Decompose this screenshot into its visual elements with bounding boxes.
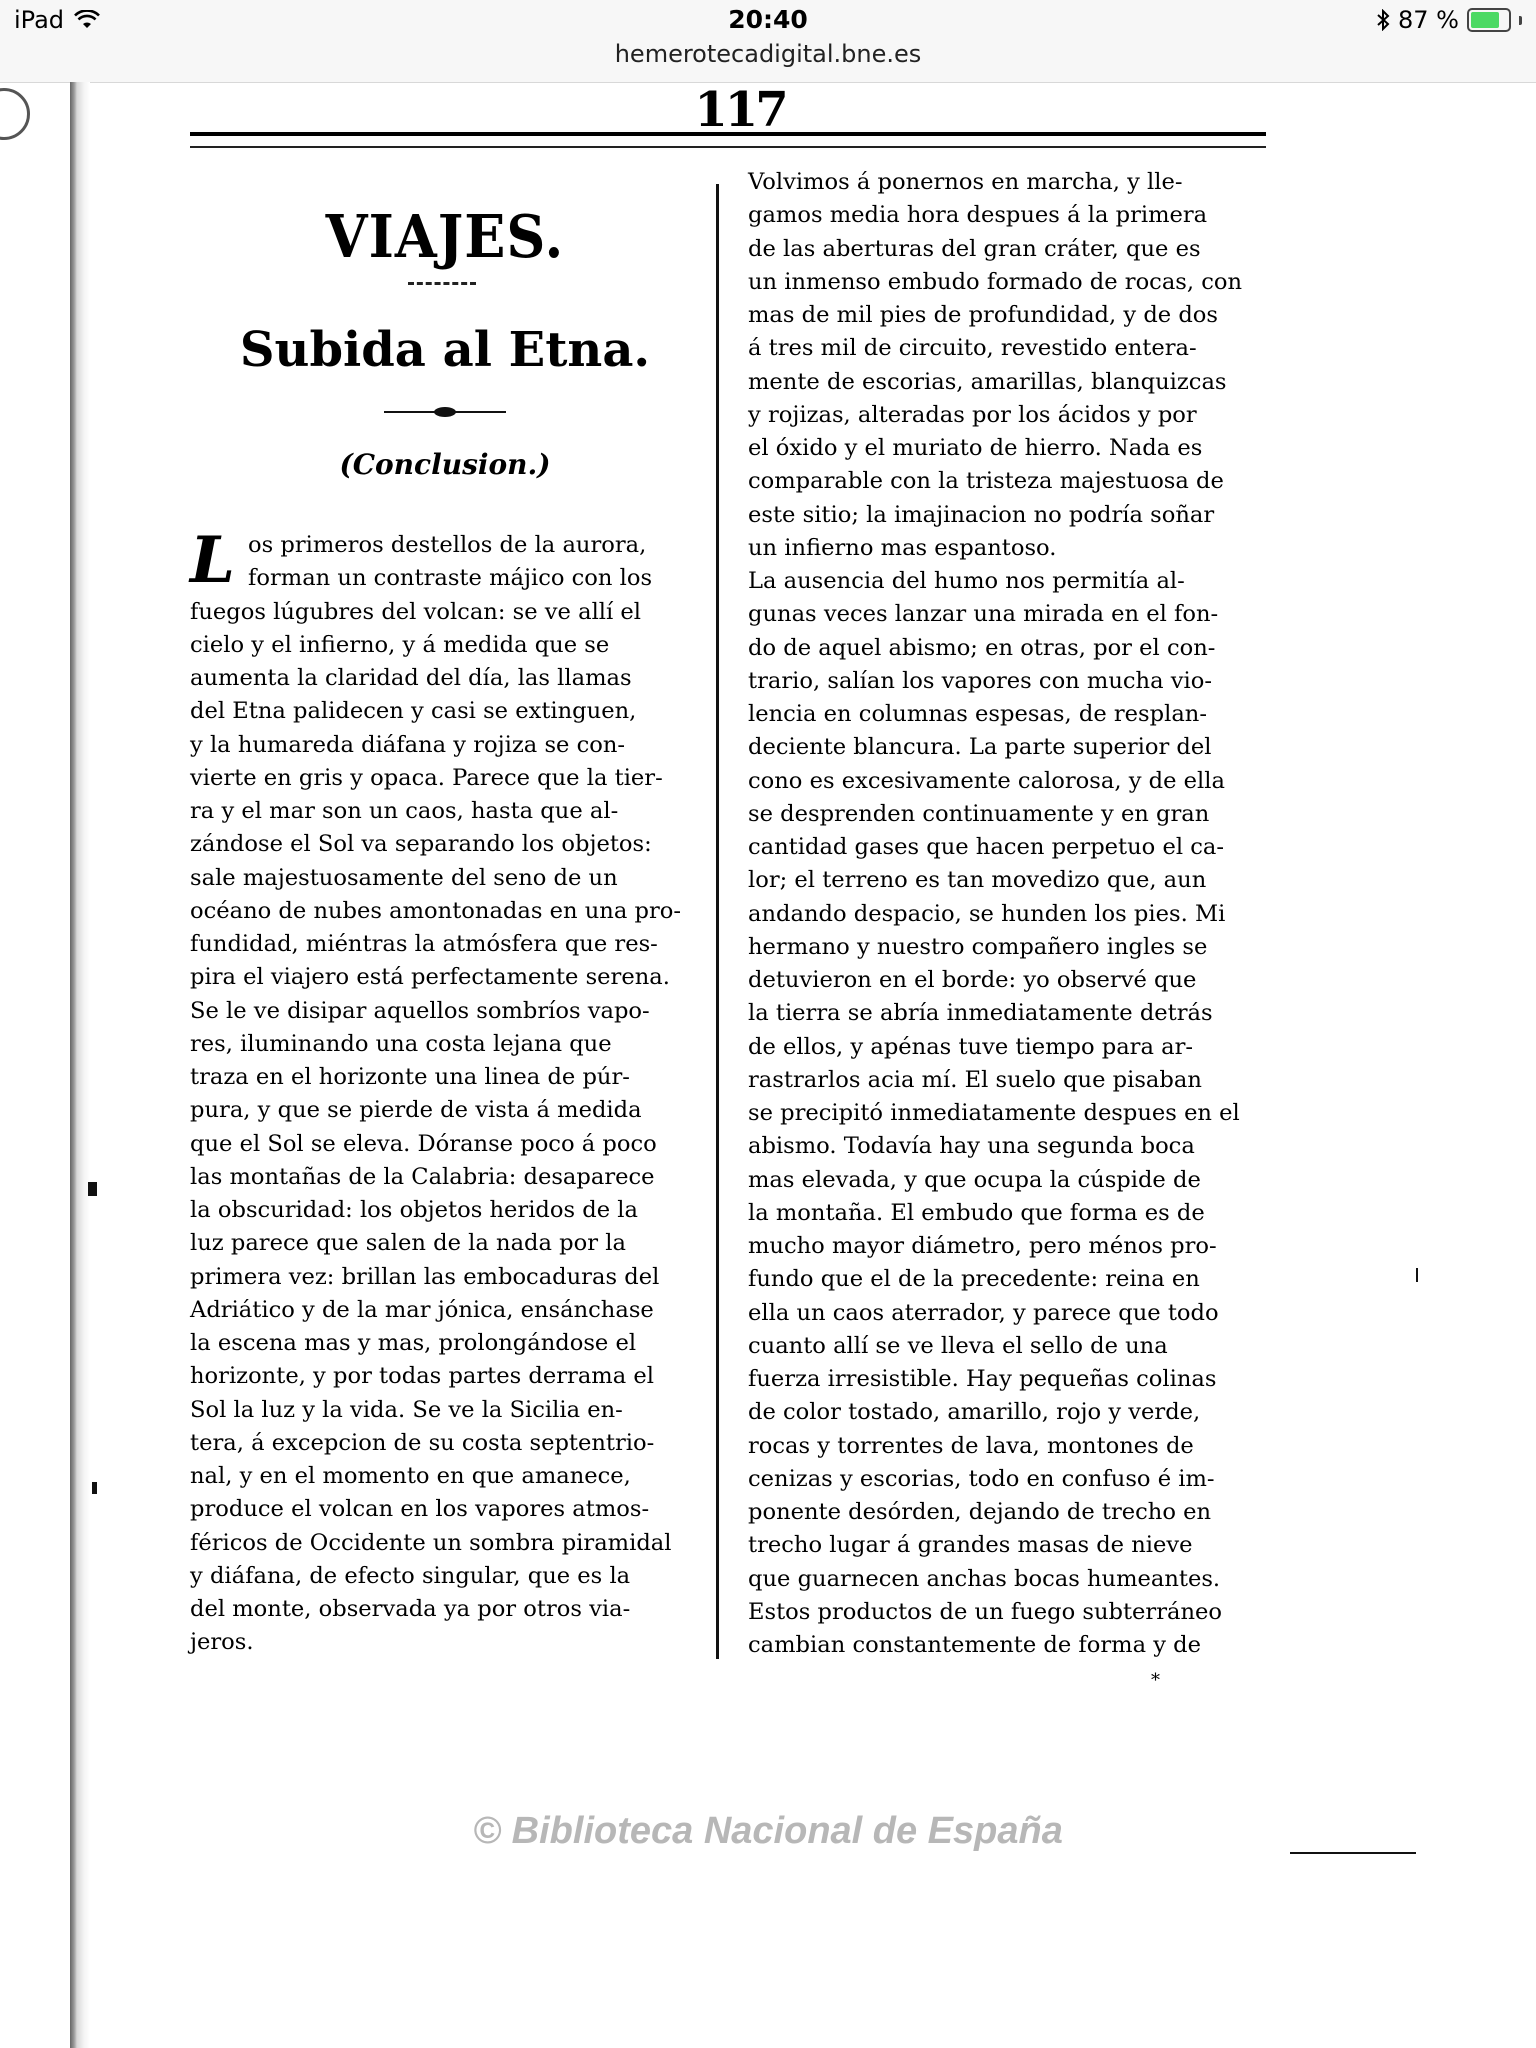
margin-mark [1416, 1268, 1418, 1282]
text-line: la tierra se abría inmediatamente detrás [748, 1000, 1213, 1027]
article-title: Subida al Etna. [239, 322, 651, 378]
status-bar [0, 0, 1536, 83]
text-line: y la humareda diáfana y rojiza se con- [190, 731, 626, 758]
text-line: de ellos, y apénas tuve tiempo para ar- [748, 1033, 1194, 1060]
url-bar[interactable]: hemerotecadigital.bne.es [614, 40, 922, 68]
text-line: pira el viajero está perfectamente serena. [190, 964, 670, 991]
text-line: Sol la luz y la vida. Se ve la Sicilia en- [190, 1396, 623, 1423]
text-line: mente de escorias, amarillas, blanquizcas [748, 368, 1227, 395]
text-line: La ausencia del humo nos permitía al- [748, 568, 1185, 594]
text-line: mas elevada, y que ocupa la cúspide de [748, 1166, 1201, 1193]
text-line: rocas y torrentes de lava, montones de [748, 1432, 1194, 1459]
copyright-watermark: © Biblioteca Nacional de España [473, 1810, 1063, 1852]
text-line: la montaña. El embudo que forma es de [748, 1199, 1205, 1226]
text-line: produce el volcan en los vapores atmos- [190, 1496, 650, 1523]
text-line: vierte en gris y opaca. Parece que la tier- [190, 764, 663, 791]
text-line: este sitio; la imajinacion no podría soñar [748, 501, 1215, 528]
text-line: primera vez: brillan las embocaduras del [190, 1263, 660, 1290]
text-line: á tres mil de circuito, revestido entera- [748, 335, 1197, 362]
text-line: fuerza irresistible. Hay pequeñas colinas [748, 1366, 1217, 1392]
text-line: las montañas de la Calabria: desaparece [190, 1163, 655, 1190]
text-line: rastrarlos acia mí. El suelo que pisaban [748, 1066, 1202, 1093]
text-line: forman un contraste májico con los [248, 565, 653, 592]
text-line: sale majestuosamente del seno de un [190, 864, 618, 891]
text-line: fuegos lúgubres del volcan: se ve allí el [190, 598, 642, 625]
text-line: Volvimos á ponernos en marcha, y lle- [748, 169, 1183, 195]
text-line: trecho lugar á grandes masas de nieve [748, 1532, 1193, 1559]
header-rule [190, 132, 1266, 148]
text-line: Estos productos de un fuego subterráneo [748, 1598, 1223, 1625]
section-title: VIAJES. [325, 200, 565, 272]
text-line: aumenta la claridad del día, las llamas [190, 665, 632, 691]
text-line: Se le ve disipar aquellos sombríos vapo- [190, 997, 650, 1024]
text-line: gamos media hora despues á la primera [748, 202, 1208, 229]
title-ornament [408, 282, 476, 285]
text-line: comparable con la tristeza majestuosa de [748, 468, 1224, 495]
text-line: lencia en columnas espesas, de resplan- [748, 701, 1207, 727]
text-line: luz parece que salen de la nada por la [190, 1230, 626, 1257]
text-line: res, iluminando una costa lejana que [190, 1030, 612, 1057]
drop-cap: L [190, 523, 235, 598]
clock: 20:40 [728, 5, 808, 34]
text-line: ella un caos aterrador, y parece que todo [748, 1299, 1219, 1326]
text-line: de color tostado, amarillo, rojo y verde, [748, 1399, 1201, 1426]
footnote-mark: * [1151, 1670, 1160, 1691]
device-name: iPad [14, 6, 65, 34]
text-line: pura, y que se pierde de vista á medida [190, 1097, 642, 1124]
text-line: abismo. Todavía hay una segunda boca [748, 1133, 1195, 1160]
battery-tip [1519, 16, 1522, 25]
text-line: hermano y nuestro compañero ingles se [748, 933, 1208, 960]
text-line: cuanto allí se ve lleva el sello de una [748, 1332, 1168, 1359]
text-line: fundo que el de la precedente: reina en [748, 1266, 1200, 1293]
text-line: traza en el horizonte una linea de púr- [190, 1064, 630, 1090]
left-column [190, 523, 718, 1660]
text-line: océano de nubes amontonadas en una pro- [190, 897, 681, 924]
text-line: cenizas y escorias, todo en confuso é im- [748, 1465, 1215, 1492]
text-line: y rojizas, alteradas por los ácidos y por [748, 401, 1197, 428]
text-line: que guarnecen anchas bocas humeantes. [748, 1565, 1221, 1592]
bluetooth-icon [1376, 9, 1390, 31]
text-line: cono es excesivamente calorosa, y de ella [748, 767, 1225, 794]
battery-level [1471, 12, 1499, 28]
text-line: del Etna palidecen y casi se extinguen, [190, 698, 637, 725]
text-line: la obscuridad: los objetos heridos de la [190, 1197, 638, 1223]
text-line: zándose el Sol va separando los objetos: [190, 831, 652, 858]
article-subheading: (Conclusion.) [339, 448, 551, 481]
text-line: lor; el terreno es tan movedizo que, aun [748, 867, 1207, 894]
text-line: un inmenso embudo formado de rocas, con [748, 268, 1243, 295]
text-line: un infierno mas espantoso. [748, 534, 1057, 561]
text-line: mucho mayor diámetro, pero ménos pro- [748, 1233, 1217, 1259]
text-line: trario, salían los vapores con mucha vio- [748, 667, 1212, 694]
text-line: deciente blancura. La parte superior del [748, 734, 1212, 761]
text-line: jeros. [190, 1629, 254, 1656]
battery-percent: 87 % [1398, 6, 1459, 34]
text-line: del monte, observada ya por otros via- [190, 1596, 631, 1622]
text-line: detuvieron en el borde: yo observé que [748, 967, 1197, 993]
text-line: que el Sol se eleva. Dóranse poco á poco [190, 1130, 657, 1157]
margin-mark [92, 1482, 97, 1494]
text-line: fundidad, miéntras la atmósfera que res- [190, 931, 658, 957]
text-line: ponente desórden, dejando de trecho en [748, 1499, 1212, 1525]
text-line: Adriático y de la mar jónica, ensánchase [190, 1296, 654, 1323]
text-line: la escena mas y mas, prolongándose el [190, 1330, 637, 1356]
battery-icon [1467, 8, 1511, 32]
text-line: cielo y el infierno, y á medida que se [190, 631, 610, 658]
text-line: nal, y en el momento en que amanece, [190, 1463, 631, 1489]
scanned-page [0, 82, 1536, 2048]
text-line: andando despacio, se hunden los pies. Mi [748, 900, 1226, 927]
right-column [748, 166, 1286, 1662]
text-line: horizonte, y por todas partes derrama el [190, 1363, 654, 1390]
text-line: de las aberturas del gran cráter, que es [748, 235, 1201, 262]
text-line: do de aquel abismo; en otras, por el con- [748, 634, 1216, 661]
text-line: cantidad gases que hacen perpetuo el ca- [748, 834, 1225, 860]
text-line: ra y el mar son un caos, hasta que al- [190, 798, 619, 824]
text-line: os primeros destellos de la aurora, [248, 532, 647, 558]
text-line: se desprenden continuamente y en gran [748, 800, 1210, 827]
text-line: mas de mil pies de profundidad, y de dos [748, 302, 1219, 328]
text-line: gunas veces lanzar una mirada en el fon- [748, 601, 1219, 628]
status-right [1376, 6, 1522, 34]
page-number: 117 [694, 82, 786, 138]
text-line: cambian constantemente de forma y de [748, 1632, 1202, 1658]
text-line: se precipitó inmediatamente despues en el [748, 1100, 1240, 1126]
text-line: tera, á excepcion de su costa septentrio- [190, 1429, 655, 1456]
subtitle-ornament [384, 409, 506, 415]
text-line: y diáfana, de efecto singular, que es la [190, 1562, 631, 1589]
margin-mark [88, 1182, 97, 1196]
text-line: el óxido y el muriato de hierro. Nada es [748, 435, 1203, 461]
text-line: féricos de Occidente un sombra piramidal [190, 1529, 672, 1556]
